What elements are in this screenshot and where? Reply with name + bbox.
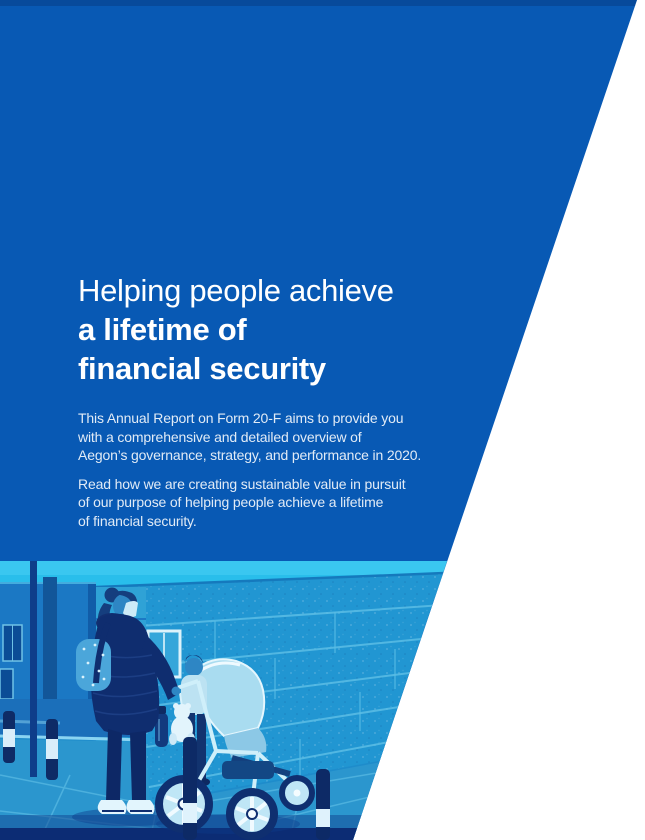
cover-title-line-3: financial security — [78, 351, 326, 386]
cover-title — [78, 271, 498, 388]
cover-purpose-paragraph — [78, 475, 498, 531]
intro-line-2: with a comprehensive and detailed overview of — [78, 428, 362, 445]
cover-photo — [0, 561, 645, 840]
intro-line-3: Aegon’s governance, strategy, and performance in 2020. — [78, 447, 422, 463]
intro-line-1: This Annual Report on Form 20-F aims to provide you — [78, 410, 404, 426]
cover-title-line-2: a lifetime of — [78, 312, 247, 347]
purpose-line-3: of financial security. — [78, 512, 197, 529]
street-pole — [30, 561, 37, 777]
cover-title-line-1: Helping people achieve — [78, 273, 394, 308]
cover-intro-paragraph — [78, 409, 498, 465]
top-edge-strip — [0, 0, 645, 6]
cover-text-block — [78, 271, 498, 530]
purpose-line-1: Read how we are creating sustainable value in pursuit — [78, 475, 406, 492]
purpose-line-2: of our purpose of helping people achieve a lifetime — [78, 494, 384, 510]
